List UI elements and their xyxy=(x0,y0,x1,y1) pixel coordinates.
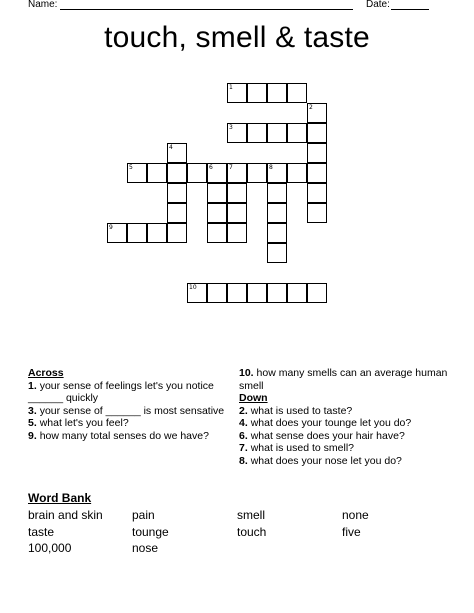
word-bank-item: brain and skin xyxy=(28,508,103,522)
clue-down-2: 2. what is used to taste? xyxy=(239,404,353,417)
grid-cell[interactable] xyxy=(247,283,267,303)
grid-cell[interactable] xyxy=(307,103,327,123)
grid-cell[interactable] xyxy=(247,123,267,143)
grid-cell[interactable] xyxy=(307,183,327,203)
word-bank-heading: Word Bank xyxy=(28,491,92,505)
grid-cell[interactable] xyxy=(287,283,307,303)
grid-cell[interactable] xyxy=(227,83,247,103)
grid-cell[interactable] xyxy=(267,83,287,103)
date-label: Date: xyxy=(366,0,390,10)
grid-cell[interactable] xyxy=(267,123,287,143)
word-bank-item: five xyxy=(342,525,361,539)
word-bank-item: smell xyxy=(237,508,266,522)
across-clues xyxy=(28,367,228,442)
grid-cell[interactable] xyxy=(267,183,287,203)
word-bank-item: tounge xyxy=(132,525,169,539)
grid-cell[interactable] xyxy=(267,223,287,243)
clue-number: 1 xyxy=(229,84,233,91)
word-bank-item: touch xyxy=(237,525,267,539)
grid-cell[interactable] xyxy=(167,223,187,243)
grid-cell[interactable] xyxy=(227,123,247,143)
clue-across-5: 5. what let's you feel? xyxy=(28,417,129,429)
down-heading: Down xyxy=(239,392,268,404)
grid-cell[interactable] xyxy=(207,203,227,223)
grid-cell[interactable] xyxy=(167,203,187,223)
clue-number: 5 xyxy=(129,164,133,171)
clue-down-7: 7. what is used to smell? xyxy=(239,442,354,454)
grid-cell[interactable] xyxy=(127,223,147,243)
grid-cell[interactable] xyxy=(207,163,227,183)
grid-cell[interactable] xyxy=(107,223,127,243)
page-title: touch, smell & taste xyxy=(104,21,370,54)
clue-number: 4 xyxy=(169,144,173,151)
word-bank-item: taste xyxy=(28,525,55,539)
grid-cell[interactable] xyxy=(227,223,247,243)
clue-number: 2 xyxy=(309,104,313,111)
grid-cell[interactable] xyxy=(267,203,287,223)
grid-cell[interactable] xyxy=(167,143,187,163)
grid-cell[interactable] xyxy=(307,123,327,143)
grid-cell[interactable] xyxy=(307,143,327,163)
clue-down-4: 4. what does your tounge let you do? xyxy=(239,417,412,429)
grid-cell[interactable] xyxy=(227,163,247,183)
grid-cell[interactable] xyxy=(287,83,307,103)
grid-cell[interactable] xyxy=(207,183,227,203)
word-bank-item: pain xyxy=(132,508,155,522)
word-bank-item: none xyxy=(342,508,369,522)
clue-number: 7 xyxy=(229,164,233,171)
clue-number: 10 xyxy=(189,284,197,291)
grid-cell[interactable] xyxy=(287,123,307,143)
grid-cell[interactable] xyxy=(307,203,327,223)
grid-cell[interactable] xyxy=(267,283,287,303)
grid-cell[interactable] xyxy=(147,223,167,243)
across-heading: Across xyxy=(28,367,64,379)
down-clues xyxy=(239,367,451,467)
grid-cell[interactable] xyxy=(167,183,187,203)
clue-across-10: 10. how many smells can an average human smell xyxy=(239,367,448,392)
grid-cell[interactable] xyxy=(267,163,287,183)
grid-cell[interactable] xyxy=(187,283,207,303)
word-bank-item: nose xyxy=(132,541,159,555)
clue-across-9: 9. how many total senses do we have? xyxy=(28,429,209,442)
grid-cell[interactable] xyxy=(187,163,207,183)
grid-cell[interactable] xyxy=(247,83,267,103)
name-label: Name: xyxy=(28,0,58,10)
grid-cell[interactable] xyxy=(147,163,167,183)
grid-cell[interactable] xyxy=(227,283,247,303)
clue-across-1: 1. your sense of feelings let's you notice ______ quickly xyxy=(28,379,214,404)
grid-cell[interactable] xyxy=(247,163,267,183)
clue-number: 9 xyxy=(109,224,113,231)
grid-cell[interactable] xyxy=(207,283,227,303)
grid-cell[interactable] xyxy=(307,163,327,183)
grid-cell[interactable] xyxy=(287,163,307,183)
grid-cell[interactable] xyxy=(207,223,227,243)
grid-cell[interactable] xyxy=(227,203,247,223)
grid-cell[interactable] xyxy=(307,283,327,303)
grid-cell[interactable] xyxy=(127,163,147,183)
clue-number: 6 xyxy=(209,164,213,171)
clue-number: 8 xyxy=(269,164,273,171)
word-bank-item: 100,000 xyxy=(28,541,72,555)
grid-cell[interactable] xyxy=(227,183,247,203)
grid-cell[interactable] xyxy=(267,243,287,263)
clue-down-8: 8. what does your nose let you do? xyxy=(239,454,402,467)
grid-cell[interactable] xyxy=(167,163,187,183)
clue-across-3: 3. your sense of ______ is most sensative xyxy=(28,404,225,417)
clue-down-6: 6. what sense does your hair have? xyxy=(239,429,405,442)
clue-number: 3 xyxy=(229,124,233,131)
